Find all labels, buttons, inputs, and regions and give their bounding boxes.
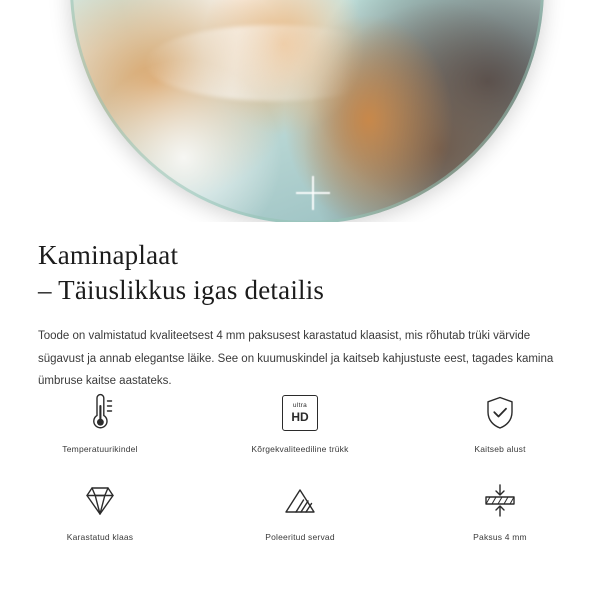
feature-item-print-quality <box>200 390 400 468</box>
text-content <box>0 222 600 392</box>
feature-label: Kõrgekvaliteediline trükk <box>251 444 349 454</box>
plate-gloss-highlight <box>146 25 402 101</box>
title-line-1: Kaminaplaat <box>38 240 179 270</box>
polished-edges-icon <box>280 478 320 524</box>
thermometer-icon <box>81 390 119 436</box>
feature-item-temperature <box>0 390 200 468</box>
product-description: Toode on valmistatud kvaliteetsest 4 mm paksusest karastatud klaasist, mis rõhutab trüki värvide sügavust ja annab elegantse läike. See on kuumuskindel ja kaitseb kahjustuste eest, tagades kamina ümbruse kaitse aastateks. <box>38 330 554 387</box>
feature-label: Karastatud klaas <box>66 532 134 542</box>
shield-check-icon <box>481 390 519 436</box>
feature-label: Paksus 4 mm <box>473 532 527 542</box>
ultra-hd-icon <box>282 390 318 436</box>
page-title <box>0 222 600 307</box>
ultra-hd-main-text: HD <box>291 409 309 424</box>
feature-item-surface-protection <box>400 390 600 468</box>
feature-grid <box>0 390 600 556</box>
glass-plate-image <box>70 0 544 222</box>
hero-image <box>0 0 600 222</box>
feature-item-thickness <box>400 478 600 556</box>
feature-label: Poleeritud servad <box>265 532 335 542</box>
diamond-icon <box>79 478 121 524</box>
feature-label: Kaitseb alust <box>474 444 526 454</box>
thickness-icon <box>479 478 521 524</box>
feature-item-polished-edges <box>200 478 400 556</box>
ultra-hd-top-text: ultra <box>292 402 308 410</box>
feature-label: Temperatuurikindel <box>62 444 138 454</box>
title-line-2: – Täiuslikkus igas detailis <box>38 274 325 305</box>
feature-item-tempered-glass <box>0 478 200 556</box>
